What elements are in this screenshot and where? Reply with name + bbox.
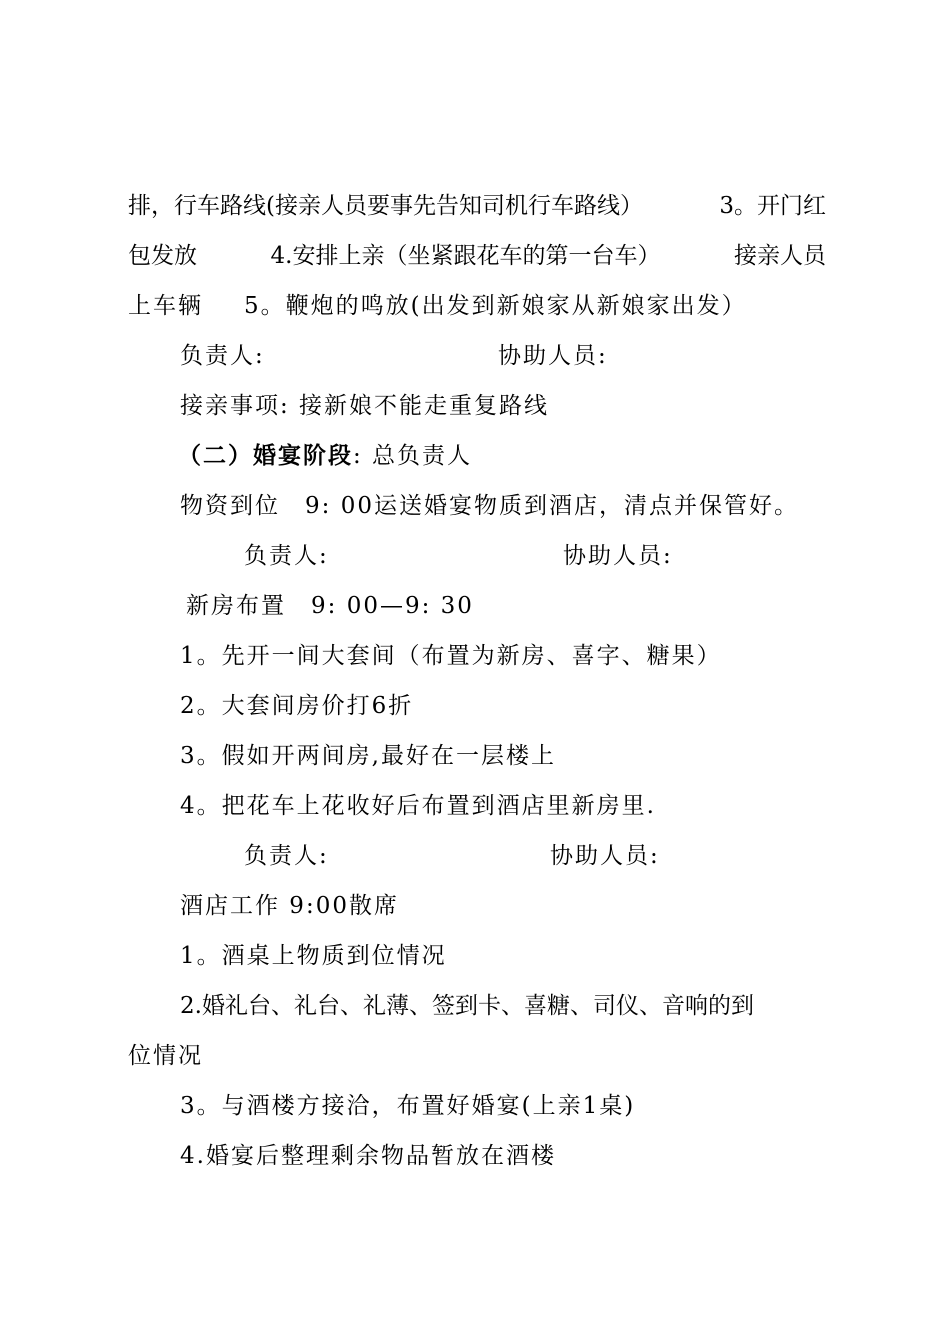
text-item-5: 5。鞭炮的鸣放(出发到新娘家从新娘家出发） xyxy=(244,293,747,319)
room-item-2: 2。大套间房价打6折 xyxy=(180,693,414,719)
hotel-item-2-line xyxy=(180,991,826,1021)
assistant-label-1: 协助人员: xyxy=(498,343,608,369)
hotel-item-2: 2.婚礼台、礼台、礼薄、签到卡、喜糖、司仪、音响的到 xyxy=(180,993,754,1019)
room-setup-line: 新房布置 9: 00—9: 30 xyxy=(186,593,474,619)
hotel-item-2-continued: 位情况 xyxy=(128,1043,203,1069)
text-route: 排，行车路线(接亲人员要事先告知司机行车路线） xyxy=(128,193,643,219)
text-item-4: 4.安排上亲（坐紧跟花车的第一台车） xyxy=(270,243,661,269)
text-item-3: 3。开门红 xyxy=(719,193,826,219)
responsible-label-3: 负责人: xyxy=(244,843,329,869)
hotel-item-4: 4.婚宴后整理剩余物品暂放在酒楼 xyxy=(180,1143,556,1169)
room-item-4: 4。把花车上花收好后布置到酒店里新房里. xyxy=(180,793,656,819)
responsible-label-1: 负责人: xyxy=(180,343,265,369)
assistant-label-3: 协助人员: xyxy=(550,843,660,869)
text-pickup-staff: 接亲人员 xyxy=(733,243,826,269)
pickup-note: 接亲事项: 接新娘不能走重复路线 xyxy=(180,393,550,419)
section-2-heading: （二）婚宴阶段 xyxy=(178,442,353,469)
room-item-1: 1。先开一间大套间（布置为新房、喜字、糖果） xyxy=(180,643,722,669)
section-2-heading-line xyxy=(178,441,472,471)
supplies-line: 物资到位 9: 00运送婚宴物质到酒店，清点并保管好。 xyxy=(180,493,799,519)
assistant-label-2: 协助人员: xyxy=(563,543,673,569)
section-2-owner: : 总负责人 xyxy=(353,443,473,469)
paragraph-line-2 xyxy=(128,241,826,271)
paragraph-line-1 xyxy=(128,191,826,221)
hotel-item-3: 3。与酒楼方接洽，布置好婚宴(上亲1桌) xyxy=(180,1093,636,1119)
hotel-work-line: 酒店工作 9:00散席 xyxy=(180,893,399,919)
hotel-item-1: 1。酒桌上物质到位情况 xyxy=(180,943,447,969)
text-board-vehicle: 上车辆 xyxy=(128,293,203,319)
text-envelope: 包发放 xyxy=(128,243,197,269)
room-item-3: 3。假如开两间房,最好在一层楼上 xyxy=(180,743,556,769)
responsible-label-2: 负责人: xyxy=(244,543,329,569)
